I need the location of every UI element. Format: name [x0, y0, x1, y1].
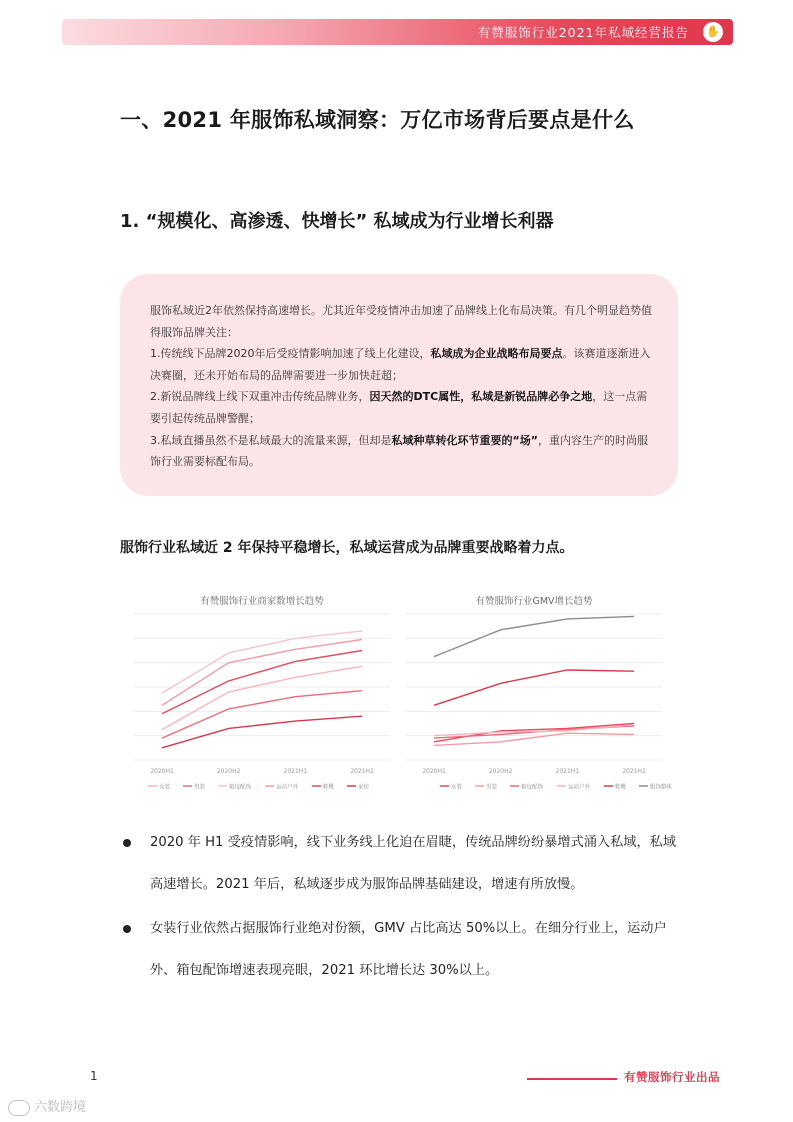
series-line-男装: [434, 733, 634, 745]
page-number: 1: [90, 1069, 98, 1083]
watermark-logo-icon: [8, 1100, 30, 1116]
legend-label: 箱包配饰: [521, 784, 544, 791]
x-tick-label: 2020H1: [422, 768, 446, 775]
x-tick-label: 2021H1: [283, 768, 308, 775]
insight-callout: [120, 274, 678, 496]
x-tick-label: 2020H2: [488, 768, 513, 775]
merchant-count-chart: [128, 582, 396, 792]
section-title: 一、2021 年服饰私域洞察：万亿市场背后要点是什么: [120, 108, 635, 132]
legend-label: 鞋靴: [615, 784, 627, 791]
series-line-箱包配饰: [162, 631, 362, 693]
callout-text: 服饰私域近2年依然保持高速增长。尤其近年受疫情冲击加速了品牌线上化布局决策。有几个明显趋势值得服饰品牌关注： 1.传统线下品牌2020年后受疫情影响加速了线上化建设，私域成为企业战略布局要点。该赛道逐渐进入决赛圈，还未开始布局的品牌需要进一步加快赶超； 2.新锐品牌线上线下双重冲击传统品牌业务，因天然的DTC属性，私域是新锐品牌必争之地，这一点需要引起传统品牌警醒； 3.私域直播虽然不是私域最大的流量来源，但却是私域种草转化环节重要的“场”，重内容生产的时尚服饰行业需要标配布局。: [150, 304, 652, 469]
legend-label: 家纺: [358, 784, 370, 791]
series-line-家纺: [162, 716, 362, 748]
series-line-服饰整体: [434, 616, 634, 656]
gmv-chart: [400, 582, 673, 792]
legend-label: 女装: [159, 784, 171, 791]
legend-label: 男装: [486, 784, 498, 791]
publisher-text: 有赞服饰行业出品: [624, 1070, 720, 1084]
report-title: 有赞服饰行业2021年私域经营报告: [477, 25, 689, 40]
gmv-chart-svg: [400, 582, 673, 792]
legend-label: 运动户外: [276, 784, 299, 791]
merchant-count-chart-svg: [128, 582, 396, 792]
bullet-item: 女装行业依然占据服饰行业绝对份额，GMV 占比高达 50%以上。在细分行业上，运动户外、箱包配饰增速表现亮眼，2021 环比增长达 30%以上。: [120, 908, 680, 992]
bullet-dot-icon: [123, 839, 131, 847]
legend-label: 女装: [451, 784, 463, 791]
bullet-list: [120, 822, 680, 994]
subsection-title: 1. “规模化、高渗透、快增长” 私域成为行业增长利器: [120, 211, 554, 232]
chart-lead-text: 服饰行业私域近 2 年保持平稳增长，私域运营成为品牌重要战略着力点。: [120, 540, 574, 556]
legend-label: 运动户外: [568, 784, 591, 791]
legend-label: 鞋靴: [323, 784, 335, 791]
legend-label: 箱包配饰: [229, 784, 252, 791]
x-tick-label: 2021H2: [350, 768, 374, 775]
x-tick-label: 2021H2: [622, 768, 646, 775]
chart-title: 有赞服饰行业GMV增长趋势: [475, 596, 593, 607]
series-line-鞋靴: [162, 651, 362, 714]
legend-label: 男装: [194, 784, 206, 791]
chart-title: 有赞服饰行业商家数增长趋势: [200, 596, 324, 607]
footer-divider: [527, 1078, 617, 1080]
header-banner: [62, 19, 733, 45]
x-tick-label: 2020H1: [150, 768, 174, 775]
youzan-logo-icon: ✋: [703, 22, 723, 42]
x-tick-label: 2020H2: [216, 768, 241, 775]
bullet-item: 2020 年 H1 受疫情影响，线下业务线上化迫在眉睫，传统品牌纷纷暴增式涌入私域，私域高速增长。2021 年后，私域逐步成为服饰品牌基础建设，增速有所放慢。: [120, 822, 680, 906]
bullet-dot-icon: [123, 925, 131, 933]
series-line-男装: [162, 691, 362, 738]
series-line-运动户外: [162, 640, 362, 706]
x-tick-label: 2021H1: [555, 768, 580, 775]
watermark: 六数跨境: [8, 1096, 86, 1116]
series-line-鞋靴: [434, 670, 634, 705]
legend-label: 服饰整体: [650, 784, 673, 791]
